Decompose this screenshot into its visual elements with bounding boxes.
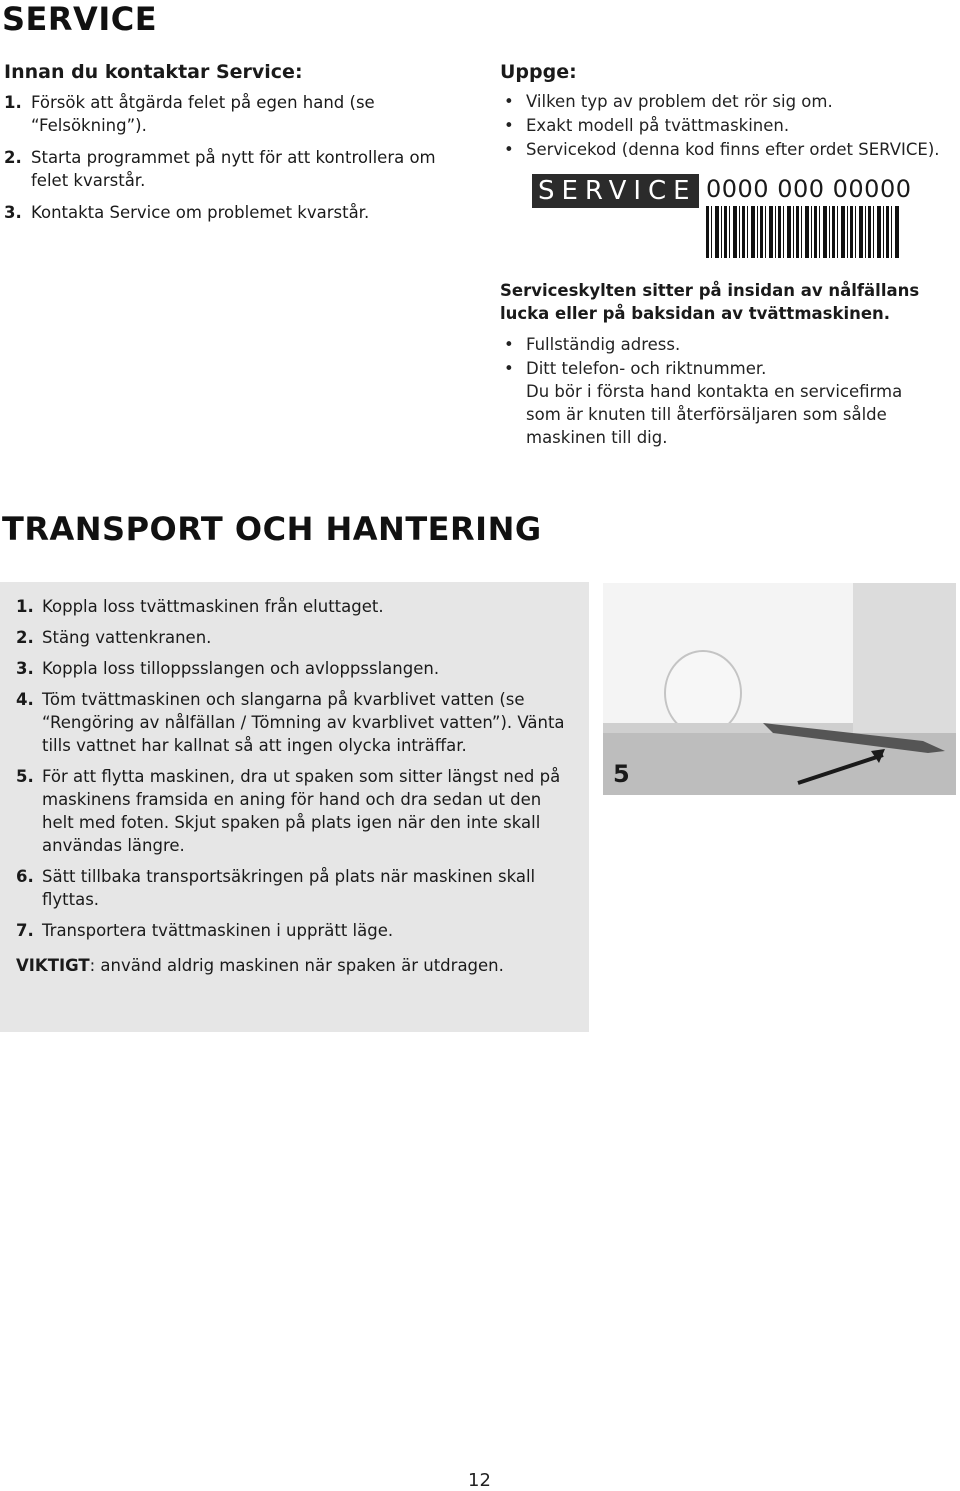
list-item: 3. Kontakta Service om problemet kvarstår. [4,203,370,222]
figure-number: 5 [613,760,630,788]
provide-list [500,90,950,162]
list-item: • Vilken typ av problem det rör sig om. [500,90,950,114]
page-number: 12 [468,1470,491,1491]
transport-title: TRANSPORT OCH HANTERING [2,510,542,548]
service-advice: Du bör i första hand kontakta en servicefirma som är knuten till återförsäljaren som sålde maskinen till dig. [526,382,903,447]
service-label-word: SERVICE [532,174,699,208]
list-item: 5. För att flytta maskinen, dra ut spaken som sitter längst ned på maskinens framsida en aning för hand och dra sedan ut den helt med foten. Skjut spaken på plats igen när den inte skall användas längre. [16,767,561,855]
list-item: 1. Koppla loss tvättmaskinen från eluttaget. [16,597,384,616]
washing-machine-illustration [603,583,956,795]
warning-line [16,954,576,977]
list-item: 7. Transportera tvättmaskinen i upprätt läge. [16,921,394,940]
warning-text: : använd aldrig maskinen när spaken är utdragen. [89,956,504,975]
service-label-code: 0000 000 00000 [706,175,912,203]
list-item: 3. Koppla loss tilloppsslangen och avloppsslangen. [16,659,440,678]
service-title: SERVICE [2,0,158,38]
washing-machine-photo [603,583,956,795]
list-item: 2. Starta programmet på nytt för att kontrollera om felet kvarstår. [4,148,436,190]
list-item: • Servicekod (denna kod finns efter ordet SERVICE). [500,138,950,162]
provide-heading: Uppge: [500,61,577,83]
before-contact-list [4,91,444,233]
warning-label: VIKTIGT [16,956,90,975]
transport-list [16,595,566,950]
list-item: 4. Töm tvättmaskinen och slangarna på kvarblivet vatten (se “Rengöring av nålfällan / Tömning av kvarblivet vatten”). Vänta tills vattnet har kallnat så att ingen olycka inträffar. [16,690,565,755]
list-item: 1. Försök att åtgärda felet på egen hand (se “Felsökning”). [4,93,375,135]
barcode [706,206,900,258]
list-item: • Ditt telefon- och riktnummer. [500,357,950,381]
list-item: • Exakt modell på tvättmaskinen. [500,114,950,138]
before-contact-heading: Innan du kontaktar Service: [4,61,303,83]
provide-list-2 [500,333,950,381]
plate-location-note: Serviceskylten sitter på insidan av nålfällans lucka eller på baksidan av tvättmaskinen. [500,281,920,323]
list-item: 2. Stäng vattenkranen. [16,628,212,647]
list-item: 6. Sätt tillbaka transportsäkringen på plats när maskinen skall flyttas. [16,867,536,909]
list-item: • Fullständig adress. [500,333,950,357]
